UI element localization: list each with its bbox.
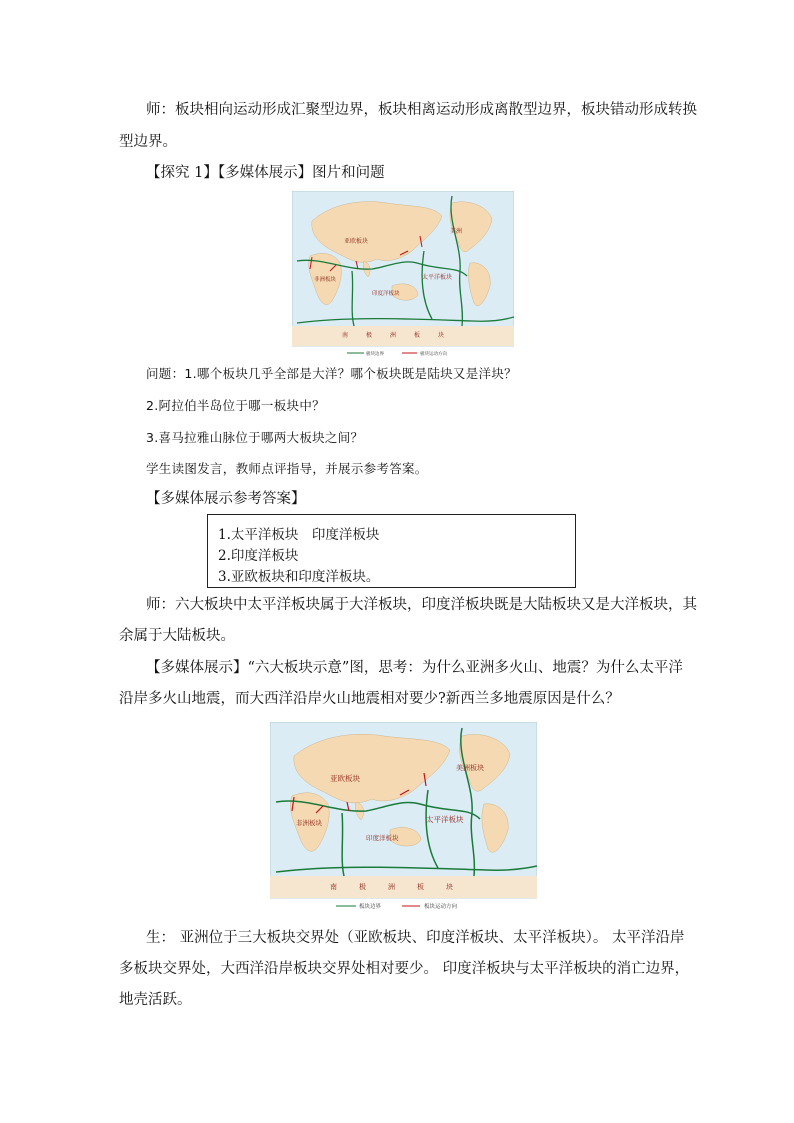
teacher-text-line: 师：六大板块中太平洋板块属于大洋板块，印度洋板块既是大陆板块又是大洋板块，其	[146, 597, 697, 613]
map1-label-pacific: 太平洋板块	[422, 274, 453, 281]
multimedia-line: 【多媒体展示】“六大板块示意”图，思考：为什么亚洲多火山、地震？为什么太平洋	[146, 660, 683, 676]
svg-text:板块边界: 板块边界	[366, 352, 384, 357]
student-text-line: 地壳活跃。	[119, 992, 192, 1008]
teacher-text-line: 师：板块相向运动形成汇聚型边界，板块相离运动形成离散型边界，板块错动形成转换	[146, 102, 697, 118]
map1-label-indian: 印度洋板块	[372, 291, 400, 297]
map1-label-antarctic: 南极洲板块	[342, 332, 463, 339]
svg-text:板块边界: 板块边界	[359, 904, 382, 910]
question-line: 2.阿拉伯半岛位于哪一板块中？	[146, 398, 325, 413]
teacher-text-line: 型边界。	[119, 134, 177, 150]
plate-map-2	[270, 722, 537, 912]
answer-line: 3.亚欧板块和印度洋板块。	[218, 569, 380, 585]
map1-label-america: 美洲	[450, 228, 463, 235]
svg-text:板块运动方向: 板块运动方向	[424, 904, 458, 910]
svg-text:板块运动方向: 板块运动方向	[420, 352, 447, 357]
question-line: 问题：1.哪个板块几乎全部是大洋？哪个板块既是陆块又是洋块？	[146, 366, 517, 381]
answer-line: 1.太平洋板块 印度洋板块	[218, 527, 380, 543]
explore-heading: 【探究 1】【多媒体展示】图片和问题	[146, 165, 385, 181]
student-text-line: 生： 亚洲位于三大板块交界处（亚欧板块、印度洋板块、太平洋板块）。 太平洋沿岸	[146, 930, 685, 946]
answer-box	[207, 514, 576, 588]
answer-heading: 【多媒体展示参考答案】	[146, 491, 306, 507]
map2-label-antarctic: 南极洲板块	[330, 883, 475, 891]
map2-label-america: 美洲板块	[456, 764, 484, 772]
map2-label-pacific: 太平洋板块	[426, 815, 464, 824]
map1-label-eurasia: 亚欧板块	[344, 238, 369, 245]
question-line: 学生读图发言，教师点评指导，并展示参考答案。	[146, 461, 428, 476]
map2-label-eurasia: 亚欧板块	[330, 774, 360, 783]
map1-label-africa: 非洲板块	[314, 277, 337, 283]
map2-label-africa: 非洲板块	[296, 819, 322, 827]
teacher-text-line: 余属于大陆板块。	[119, 628, 235, 644]
multimedia-line: 沿岸多火山地震，而大西洋沿岸火山地震相对要少?新西兰多地震原因是什么？	[119, 691, 620, 707]
answer-line: 2.印度洋板块	[218, 548, 299, 564]
map2-label-indian: 印度洋板块	[366, 834, 399, 842]
student-text-line: 多板块交界处，大西洋沿岸板块交界处相对要少。 印度洋板块与太平洋板块的消亡边界，	[119, 961, 690, 977]
plate-map-1	[292, 191, 514, 357]
question-line: 3.喜马拉雅山脉位于哪两大板块之间？	[146, 430, 364, 445]
